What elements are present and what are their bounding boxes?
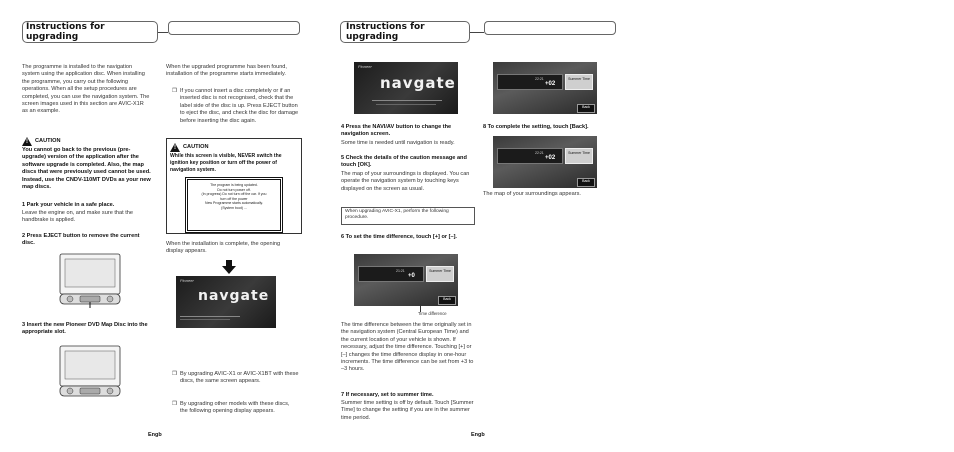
col2-bullet1 — [172, 88, 302, 125]
step5-title: 5 Check the details of the caution message and touch [OK]. — [341, 155, 467, 169]
opening-screen-1 — [176, 276, 276, 328]
head-unit-drawing-open — [58, 344, 122, 400]
time-diff-value: +02 — [545, 155, 556, 161]
back-button[interactable] — [577, 104, 595, 113]
step6-title: 6 To set the time difference, touch [+] or [–]. — [341, 234, 457, 240]
device-illustration-eject — [58, 252, 122, 308]
col2-bullet2 — [172, 371, 302, 386]
clock-label: 22:21 — [535, 151, 544, 155]
step5-text: The map of your surroundings is displayed. You can operate the navigation system by touching keys displayed on the screen as usual. — [341, 171, 470, 192]
time-diff-value: +0 — [408, 273, 415, 279]
step4-title: 4 Press the NAVI/AV button to change the navigation screen. — [341, 124, 452, 138]
page-footer-left: Engb — [148, 432, 162, 438]
step7-title: 7 If necessary, set to summer time. — [341, 392, 434, 398]
header-tab-left — [168, 21, 300, 35]
time-difference-screen — [354, 254, 458, 306]
title-line1: Instructions for — [346, 22, 425, 32]
time-setting-screen-1 — [493, 62, 597, 114]
page-footer-right: Engb — [471, 432, 485, 438]
caution-block-1 — [22, 137, 152, 191]
caution-label: CAUTION — [35, 137, 61, 144]
time-setting-screen-2 — [493, 136, 597, 188]
summer-time-label: Summer Time — [568, 77, 590, 81]
navgate-logo: navgate — [380, 74, 456, 92]
clock-label: 22:21 — [535, 77, 544, 81]
back-label: Back — [582, 179, 590, 183]
step2-title: 2 Press EJECT button to remove the current disc. — [22, 233, 140, 247]
dialog-line: New Programme starts automatically. — [205, 201, 263, 205]
step1-text: Leave the engine on, and make sure that the handbrake is applied. — [22, 210, 134, 224]
note-box — [341, 207, 475, 225]
time-diff-value: +02 — [545, 81, 556, 87]
summer-time-button[interactable] — [426, 266, 454, 282]
col2-para2: When the installation is complete, the opening display appears. — [166, 241, 281, 255]
back-button[interactable] — [577, 178, 595, 187]
back-label: Back — [443, 297, 451, 301]
brand-label: Pioneer — [358, 64, 372, 69]
step7-text: Summer time setting is off by default. Touch [Summer Time] to change the setting if you are in the summer time period. — [341, 400, 474, 421]
head-unit-drawing — [58, 252, 122, 308]
col2-bullet3 — [172, 401, 290, 416]
dialog-line: The program is being updated. — [210, 183, 258, 187]
step3-title: 3 Insert the new Pioneer DVD Map Disc into the appropriate slot. — [22, 322, 148, 336]
navgate-logo: navgate — [198, 288, 270, 304]
dialog-line: turn off the power — [220, 196, 248, 201]
bullet-marker: ❒ — [172, 88, 178, 94]
brand-label: Pioneer — [180, 278, 194, 283]
header-tab-right — [484, 21, 616, 35]
back-label: Back — [582, 105, 590, 109]
title-line2: upgrading — [26, 32, 79, 42]
time-difference-caption: Time difference — [418, 311, 447, 316]
map-caption: The map of your surroundings appears. — [483, 191, 581, 197]
caution-label-2: CAUTION — [183, 143, 209, 150]
col3-para6: The time difference between the time originally set in the navigation system (Central European Time) and the current location of your vehicle is shown. If necessary, adjust the time difference. Touching [+] or [–] changes the time difference display in one-hour increments. The time difference can be set from +3 to –3 hours. — [341, 322, 474, 373]
down-arrow-icon — [222, 260, 236, 274]
step8-title: 8 To complete the setting, touch [Back]. — [483, 124, 589, 130]
header-rule-left — [158, 32, 168, 33]
summer-time-label: Summer Time — [568, 151, 590, 155]
caution-box-2 — [166, 138, 302, 234]
back-button[interactable] — [438, 296, 456, 305]
opening-screen-2 — [354, 62, 458, 114]
dialog-line: (System boot) ... — [221, 205, 247, 210]
warning-icon: ! — [22, 137, 32, 146]
intro-text: The programme is installed to the navigation system using the application disc. When installing the programme, you carry out the following operations. When all the setup procedures are completed, you can use the navigation system. The screen images used in this section are AVIC-X1R as an example. — [22, 64, 150, 115]
warning-icon: ! — [170, 143, 180, 152]
caution-text: You cannot go back to the previous (pre-upgrade) version of the application after the software upgrade is completed. Also, the map discs that were previously used cannot be used. Instead, use the CNDV-110MT DVDs as your new map discs. — [22, 147, 151, 191]
header-rule-right — [470, 32, 484, 33]
caution-text-2: While this screen is visible, NEVER switch the ignition key position or turn off the power of navigation system. — [170, 153, 282, 173]
dialog-line: Do not turn power off. — [217, 187, 251, 192]
note-text: When upgrading AVIC-X1, perform the following procedure. — [345, 209, 449, 221]
step1-title: 1 Park your vehicle in a safe place. — [22, 202, 115, 208]
title-line1: Instructions for — [26, 22, 105, 32]
dialog-line: (In progress) Do not turn off the car. If you — [201, 192, 267, 196]
update-dialog — [187, 179, 281, 231]
bullet-text: By upgrading AVIC-X1 or AVIC-X1BT with these discs, the same screen appears. — [180, 371, 299, 385]
summer-time-button[interactable] — [565, 74, 593, 90]
bullet-marker: ❒ — [172, 400, 178, 407]
step4-text: Some time is needed until navigation is ready. — [341, 140, 455, 146]
device-illustration-insert — [58, 344, 122, 400]
clock-label: 21:21 — [396, 269, 405, 273]
bullet-text: By upgrading other models with these discs, the following opening display appears. — [180, 400, 290, 415]
summer-time-label: Summer Time — [429, 269, 451, 273]
summer-time-button[interactable] — [565, 148, 593, 164]
page-title-left — [26, 22, 105, 42]
title-line2: upgrading — [346, 32, 399, 42]
bullet-marker: ❒ — [172, 371, 178, 378]
bullet-text: If you cannot insert a disc completely or if an inserted disc is not recognised, check that the label side of the disc is up. Press EJECT button to eject the disc, and check the disc for damage before inserting the disc again. — [180, 88, 299, 124]
col2-para1: When the upgraded programme has been found, installation of the programme starts immediately. — [166, 64, 287, 78]
page-title-right — [346, 22, 425, 42]
